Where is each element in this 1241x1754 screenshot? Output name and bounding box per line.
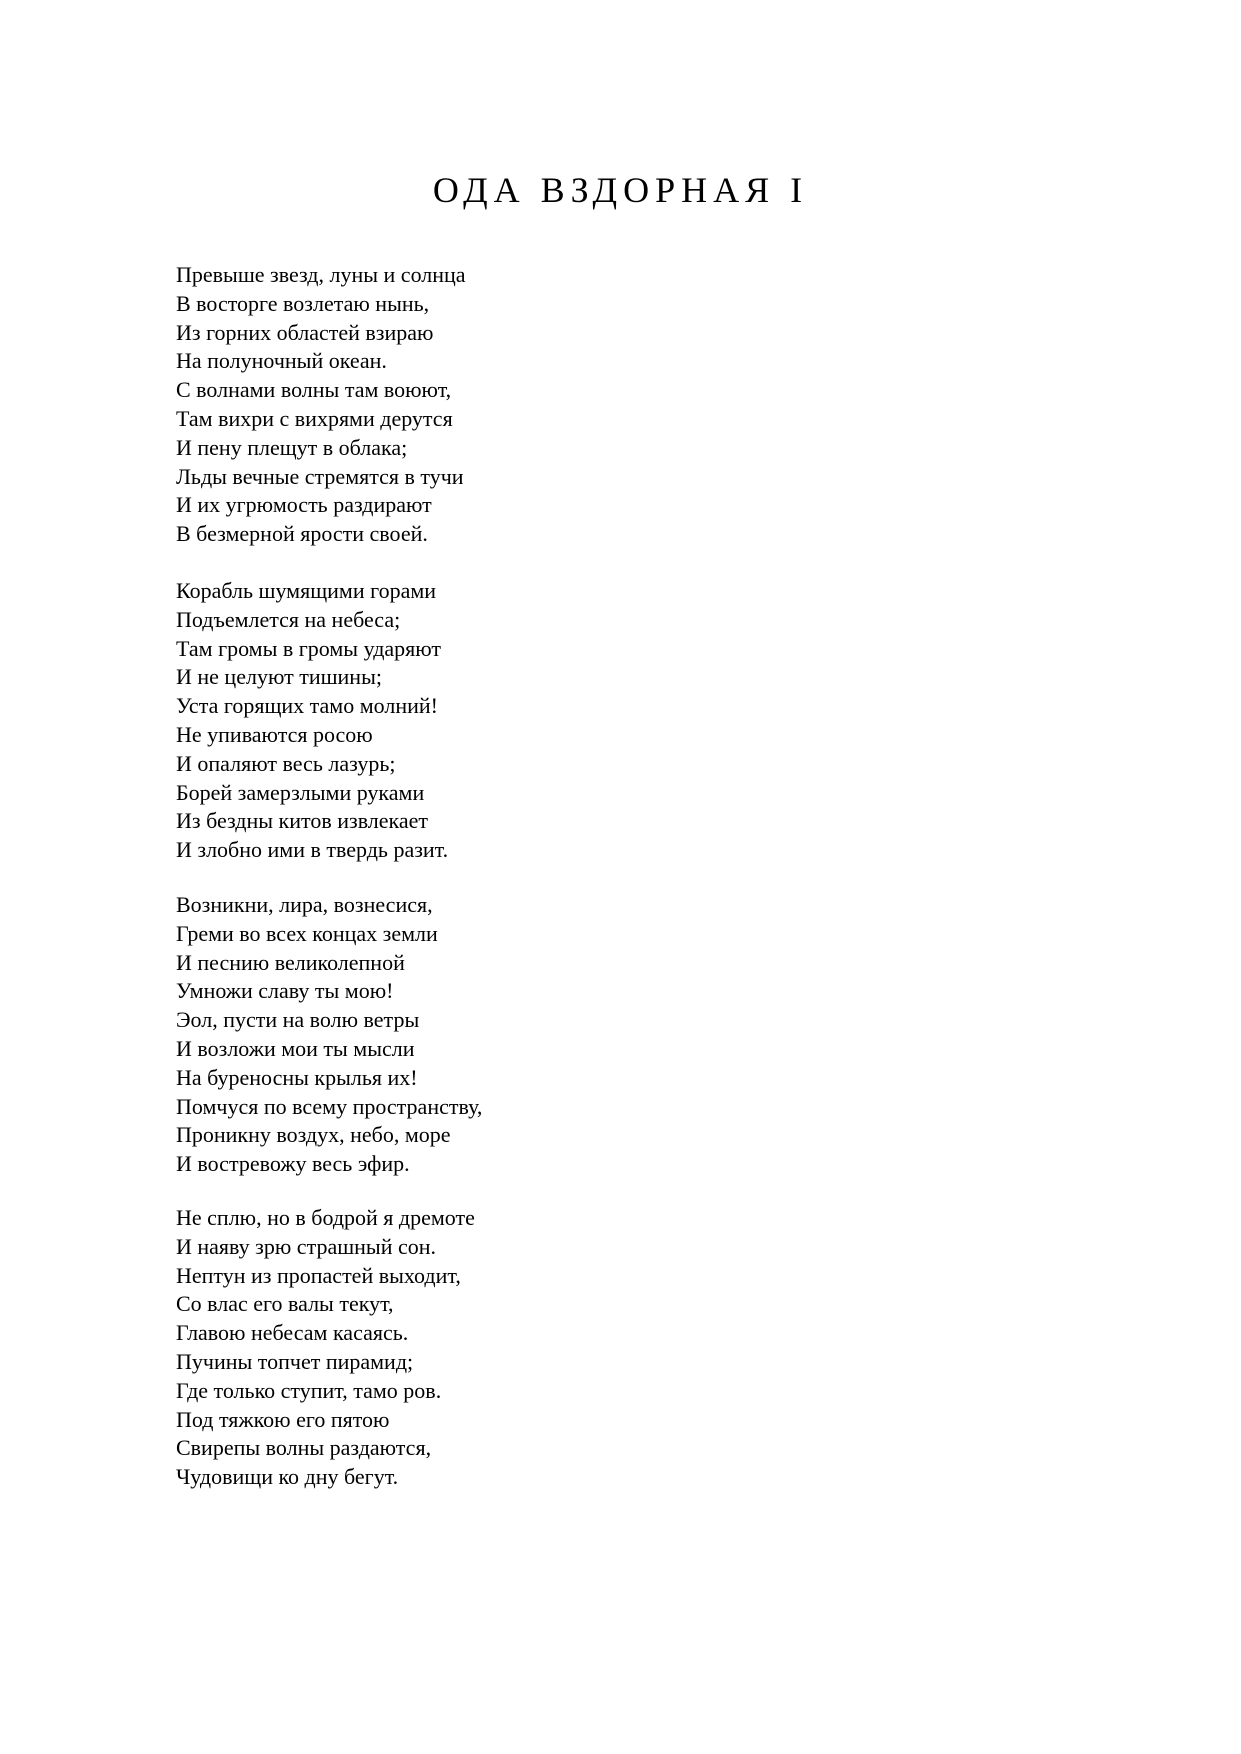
poem-line: Борей замерзлыми руками xyxy=(176,779,425,805)
poem-line: И пену плещут в облака; xyxy=(176,434,408,460)
stanza-3 xyxy=(176,891,1076,1179)
poem-line: Превыше звезд, луны и солнца xyxy=(176,262,466,287)
poem-line: На буреносны крылья их! xyxy=(176,1064,418,1090)
poem-line: На полуночный океан. xyxy=(176,348,387,374)
poem-line: Главою небесам касаясь. xyxy=(176,1320,409,1346)
poem-line: Льды вечные стремятся в тучи xyxy=(176,463,464,489)
poem-line: Нептун из пропастей выходит, xyxy=(176,1262,461,1288)
poem-line: И их угрюмость раздирают xyxy=(176,492,432,518)
poem-line: Умножи славу ты мою! xyxy=(176,978,394,1004)
poem-line: И наяву зрю страшный сон. xyxy=(176,1233,437,1259)
stanza-4 xyxy=(176,1204,1076,1492)
poem-line: Корабль шумящими горами xyxy=(176,578,437,603)
poem-line: С волнами волны там воюют, xyxy=(176,377,452,403)
poem-line: Со влас его валы текут, xyxy=(176,1291,394,1317)
poem-line: Пучины топчет пирамид; xyxy=(176,1348,414,1374)
poem-line: И опаляют весь лазурь; xyxy=(176,750,396,776)
poem-line: Возникни, лира, вознесися, xyxy=(176,892,433,917)
poem-line: Греми во всех концах земли xyxy=(176,920,438,946)
stanza-1 xyxy=(176,261,1076,549)
poem-line: Под тяжкою его пятою xyxy=(176,1406,390,1432)
poem-line: И песнию великолепной xyxy=(176,949,405,975)
poem-line: Из горних областей взираю xyxy=(176,319,434,345)
poem-line: Не упиваются росою xyxy=(176,721,373,747)
poem-line: В восторге возлетаю нынь, xyxy=(176,290,430,316)
poem-line: Свирепы волны раздаются, xyxy=(176,1435,432,1461)
poem-line: Эол, пусти на волю ветры xyxy=(176,1007,420,1033)
stanza-2 xyxy=(176,577,1076,865)
poem-line: И злобно ими в твердь разит. xyxy=(176,837,449,863)
poem-line: В безмерной ярости своей. xyxy=(176,521,428,547)
poem-title: ОДА ВЗДОРНАЯ I xyxy=(432,170,809,210)
poem-line: Из бездны китов извлекает xyxy=(176,808,429,834)
poem-line: Там вихри с вихрями дерутся xyxy=(176,405,453,431)
poem-line: Помчуся по всему пространству, xyxy=(176,1093,483,1119)
poem-line: Подъемлется на небеса; xyxy=(176,606,401,632)
poem-line: И востревожу весь эфир. xyxy=(176,1151,410,1177)
poem-line: И не целуют тишины; xyxy=(176,664,382,690)
poem-line: Там громы в громы ударяют xyxy=(176,635,442,661)
poem-line: Не сплю, но в бодрой я дремоте xyxy=(176,1205,475,1230)
poem-line: Чудовищи ко дну бегут. xyxy=(176,1464,399,1490)
poem-line: Где только ступит, тамо ров. xyxy=(176,1377,442,1403)
poem-line: Проникну воздух, небо, море xyxy=(176,1122,451,1148)
poem-line: И возложи мои ты мысли xyxy=(176,1035,415,1061)
poem-line: Уста горящих тамо молний! xyxy=(176,693,438,719)
